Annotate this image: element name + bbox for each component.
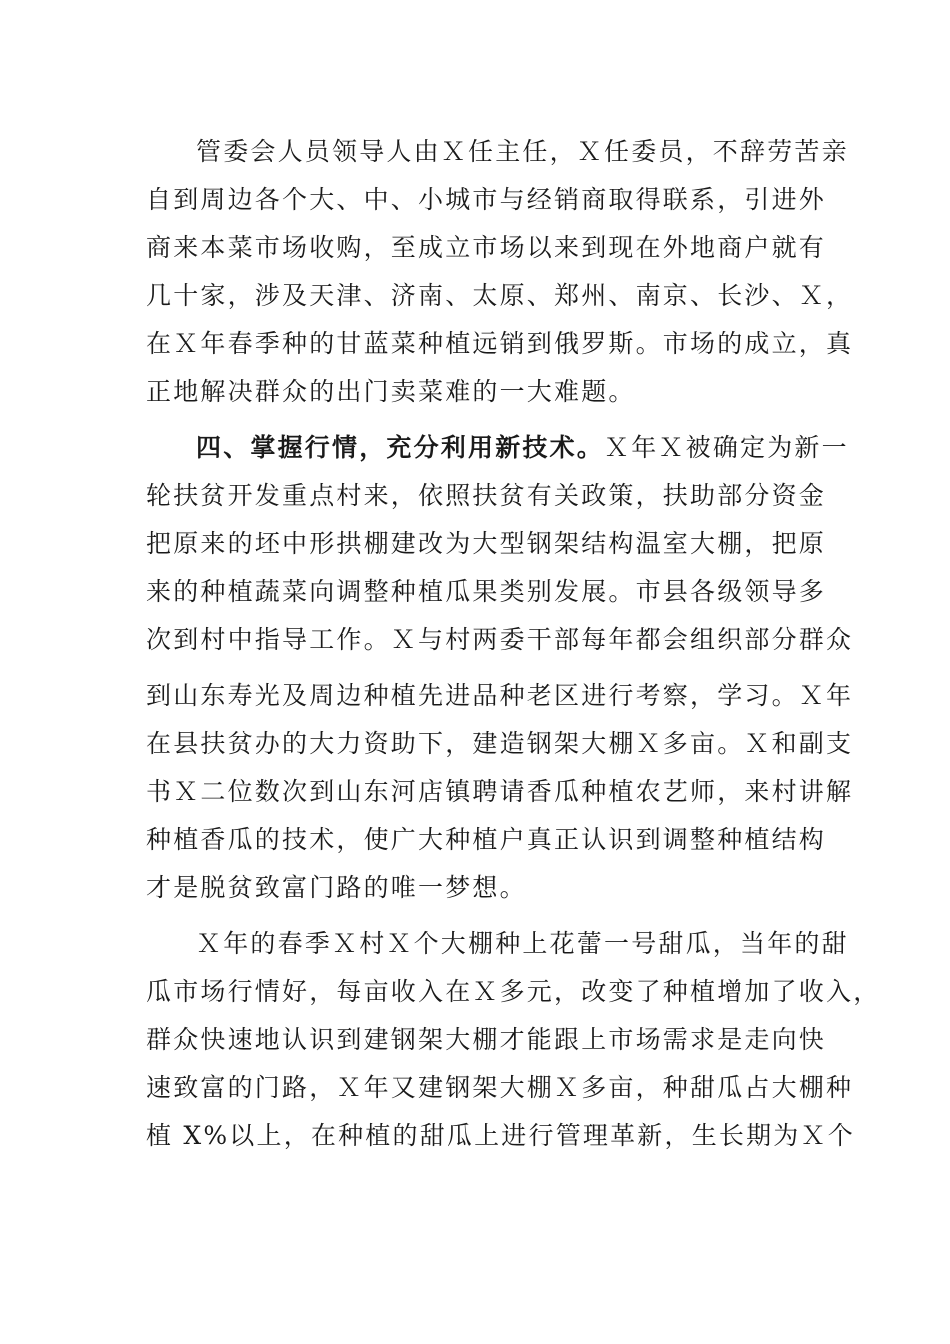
paragraph-1-line-2: 自到周边各个大、中、小城市与经销商取得联系，引进外 xyxy=(146,185,827,214)
paragraph-2-line-8: 书Ｘ二位数次到山东河店镇聘请香瓜种植农艺师，来村讲解 xyxy=(146,777,854,806)
paragraph-3-line-4: 速致富的门路，Ｘ年又建钢架大棚Ｘ多亩，种甜瓜占大棚种 xyxy=(146,1073,854,1102)
paragraph-3-line-2: 瓜市场行情好，每亩收入在Ｘ多元，改变了种植增加了收入， xyxy=(146,977,881,1006)
paragraph-1-line-3: 商来本菜市场收购，至成立市场以来到现在外地商户就有 xyxy=(146,233,827,262)
section-heading: 四、掌握行情，充分利用新技术。 xyxy=(196,433,605,462)
paragraph-2-line-5: 次到村中指导工作。Ｘ与村两委干部每年都会组织部分群众 xyxy=(146,625,854,654)
paragraph-1-line-6: 正地解决群众的出门卖菜难的一大难题。 xyxy=(146,377,636,406)
paragraph-2-line-2: 轮扶贫开发重点村来，依照扶贫有关政策，扶助部分资金 xyxy=(146,481,827,510)
paragraph-2-line-10: 才是脱贫致富门路的唯一梦想。 xyxy=(146,873,527,902)
paragraph-2-line-4: 来的种植蔬菜向调整种植瓜果类别发展。市县各级领导多 xyxy=(146,577,827,606)
paragraph-2-line-9: 种植香瓜的技术，使广大种植户真正认识到调整种植结构 xyxy=(146,825,827,854)
paragraph-1-line-1: 管委会人员领导人由Ｘ任主任，Ｘ任委员，不辞劳苦亲 xyxy=(196,137,849,166)
paragraph-2-line-1 xyxy=(196,428,849,468)
paragraph-3-line-3: 群众快速地认识到建钢架大棚才能跟上市场需求是走向快 xyxy=(146,1025,827,1054)
paragraph-2-line-1-text: Ｘ年Ｘ被确定为新一 xyxy=(604,433,849,462)
paragraph-3-line-1: Ｘ年的春季Ｘ村Ｘ个大棚种上花蕾一号甜瓜，当年的甜 xyxy=(196,929,849,958)
paragraph-3-line-5: 植 X%以上，在种植的甜瓜上进行管理革新，生长期为Ｘ个 xyxy=(146,1121,855,1150)
paragraph-2-line-3: 把原来的坯中形拱棚建改为大型钢架结构温室大棚，把原 xyxy=(146,529,827,558)
paragraph-1-line-4: 几十家，涉及天津、济南、太原、郑州、南京、长沙、Ｘ， xyxy=(146,281,854,310)
paragraph-2-line-7: 在县扶贫办的大力资助下，建造钢架大棚Ｘ多亩。Ｘ和副支 xyxy=(146,729,854,758)
paragraph-1-line-5: 在Ｘ年春季种的甘蓝菜种植远销到俄罗斯。市场的成立，真 xyxy=(146,329,854,358)
paragraph-2-line-6: 到山东寿光及周边种植先进品种老区进行考察，学习。Ｘ年 xyxy=(146,681,854,710)
